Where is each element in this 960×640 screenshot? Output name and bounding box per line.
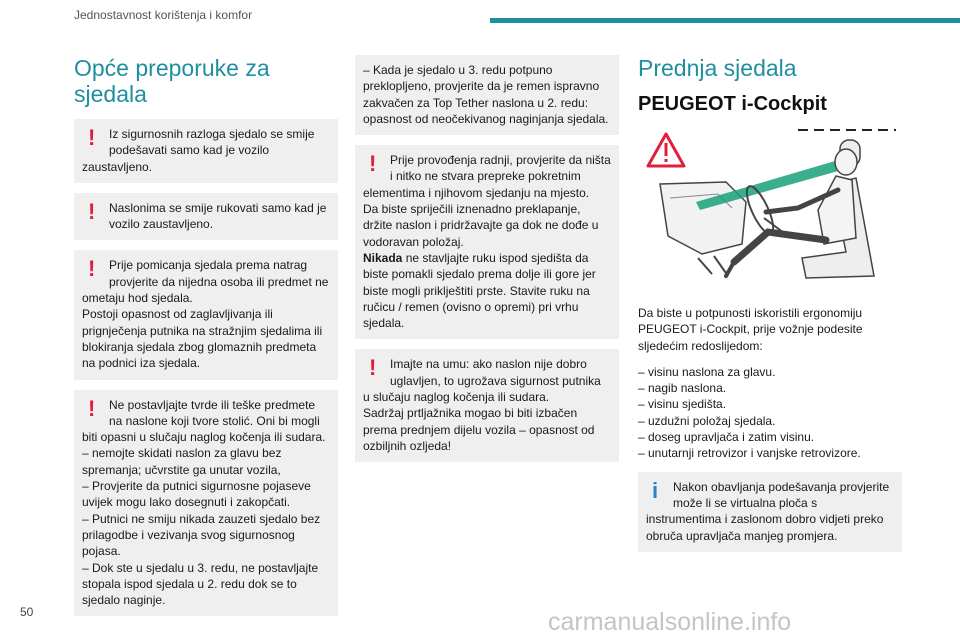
intro-text: Da biste u potpunosti iskoristili ergonomiju PEUGEOT i-Cockpit, prije vožnje podesite sljedećim redoslijedom: (638, 306, 863, 353)
list-item: – doseg upravljača i zatim visinu. (638, 430, 815, 445)
info-text-rest: instrumentima i zaslonom dobro vidjeti preko obruča upravljača manjeg promjera. (646, 512, 884, 543)
pedal (714, 256, 728, 276)
warning-text-never (363, 250, 611, 331)
info-text-first: Nakon obavljanja podešavanja provjerite može li se virtualna ploča s (673, 479, 890, 510)
pedal (698, 258, 712, 274)
list-item: – unutarnji retrovizor i vanjske retrovizore. (638, 446, 861, 461)
info-box-after-adjustment (638, 472, 902, 552)
warning-icon: ! (88, 198, 96, 224)
driving-position-illustration (638, 126, 902, 286)
warning-box-backrests (74, 193, 338, 241)
warning-text-rest: Da biste spriječili iznenadno preklapanje, držite naslon i pridržavajte ga dok ne dođe u vodoravan položaj. (363, 202, 599, 249)
warning-triangle-icon (648, 134, 684, 166)
warning-icon: ! (88, 256, 96, 282)
column-1 (74, 55, 338, 626)
info-icon: i (652, 477, 659, 503)
warning-text-rest: elementima i njihovom sjedanju na mjesto. (363, 185, 590, 200)
warning-text-first: Prije provođenja radnji, provjerite da ništa i nitko ne stvara prepreke pokretnim (390, 153, 611, 184)
warning-icon: ! (369, 355, 377, 381)
note-text: – Kada je sjedalo u 3. redu potpuno preklopljeno, provjerite da je remen ispravno zakvačen za Top Tether naslona u 2. redu: opasnost od neočekivanog naginjanja sjedala. (363, 63, 609, 126)
list-item: – visinu sjedišta. (638, 397, 727, 412)
header-accent-bar (490, 18, 960, 23)
warning-icon: ! (88, 125, 96, 150)
warning-icon: ! (369, 151, 377, 177)
warning-text-rest: zaustavljeno. (82, 159, 153, 174)
warning-text-first: Imajte na umu: ako naslon nije dobro uglavljen, to ugrožava sigurnost putnika (390, 357, 601, 388)
warning-text-first: Naslonima se smije rukovati samo kad je vozilo zaustavljeno. (109, 200, 327, 232)
warning-text-first: Iz sigurnosnih razloga sjedalo se smije podešavati samo kad je vozilo (109, 127, 315, 158)
running-header: Jednostavnost korištenja i komfor (74, 8, 253, 22)
warning-text-rest: Postoji opasnost od zaglavljivanja ili prignječenja putnika na stražnjim sjedalima ili blokiranja sjedala zbog glomaznih predmeta na podnici iza sjedala. (82, 307, 323, 371)
page-number: 50 (20, 605, 34, 619)
adjustment-list (638, 364, 902, 462)
warning-box-backrest-locked (355, 349, 619, 462)
warning-text-rest: biti opasni u slučaju naglog kočenja ili sudara. (82, 430, 326, 445)
list-item: – uzdužni položaj sjedala. (638, 413, 776, 428)
section-title-front-seats: Prednja sjedala (638, 55, 797, 81)
list-item: – nagib naslona. (638, 381, 727, 396)
column-2 (355, 55, 619, 472)
warning-text-rest: u slučaju naglog kočenja ili sudara. (363, 390, 550, 405)
warning-box-adjust-stationary (74, 119, 338, 183)
warning-text-rest: Sadržaj prtljažnika mogao bi biti izbačen prema prednjem dijelu vozila – opasnost od ozbiljnih ozljeda! (363, 406, 595, 453)
driver-torso (818, 176, 856, 244)
list-item: – nemojte skidati naslon za glavu bez spremanja; učvrstite ga unutar vozila, (82, 446, 282, 477)
bold-never: Nikada (363, 250, 403, 265)
list-item: – visinu naslona za glavu. (638, 364, 776, 379)
warning-text-first: Ne postavljajte tvrde ili teške predmete na naslone koji tvore stolić. Oni bi mogli (109, 397, 320, 428)
warning-text-first: Prije pomicanja sjedala prema natrag provjerite da nijedna osoba ili predmet ne (109, 258, 329, 289)
list-item: – Provjerite da putnici sigurnosne pojaseve uvijek mogu lako dosegnuti i zakopčati. (82, 479, 311, 510)
driver-head (835, 149, 857, 175)
list-item: – Dok ste u sjedalu u 3. redu, ne postavljajte stopala ispod sjedala u 2. redu dok se to sjedalo naginje. (82, 560, 319, 608)
watermark: carmanualsonline.info (548, 608, 792, 636)
warning-icon: ! (88, 395, 96, 421)
column-3 (638, 55, 902, 562)
warning-text-rest: ometaju hod sjedala. (82, 291, 193, 306)
list-item: – Putnici ne smiju nikada zauzeti sjedalo bez prilagodbe i vezivanja svog sigurnosnog pojasa. (82, 511, 321, 559)
warning-box-before-operations (355, 145, 619, 339)
warning-box-heavy-objects (74, 390, 338, 617)
subsection-title-i-cockpit: PEUGEOT i-Cockpit (638, 93, 827, 115)
warning-box-moving-back (74, 250, 338, 379)
note-box-third-row (355, 55, 619, 135)
warning-text-rest: ne stavljajte ruku ispod sjedišta da biste pomakli sjedalo prema dolje ili gore jer biste mogli priklještiti prste. Stavite ruku na ručicu / remen (ovisno o opremi) pri vrhu sjedala. (363, 250, 596, 331)
section-title-seat-recommendations: Opće preporuke za sjedala (74, 55, 270, 107)
